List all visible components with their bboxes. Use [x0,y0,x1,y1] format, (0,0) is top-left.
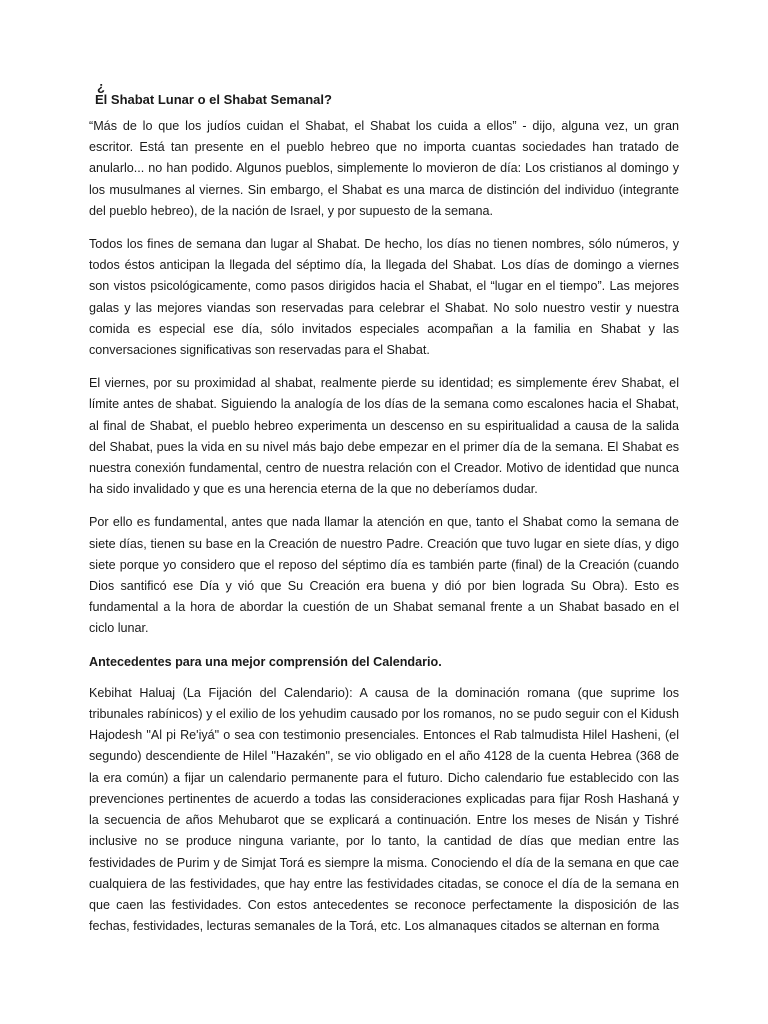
title-question-mark: ¿ [97,79,105,94]
title-block [89,80,679,110]
document-page [89,80,679,949]
paragraph-intro: “Más de lo que los judíos cuidan el Shabat, el Shabat los cuida a ellos” - dijo, alguna vez, un gran escritor. Está tan presente en el pueblo hebreo que no importa cuantas sociedades han tratado de anularlo... no han podido. Algunos pueblos, simplemente lo movieron de día: Los cristianos al domingo y los musulmanes al viernes. Sin embargo, el Shabat es una marca de distinción del individuo (integrante del pueblo hebreo), de la nación de Israel, y por supuesto de la semana. [89,119,679,218]
section-heading: Antecedentes para una mejor comprensión del Calendario. [89,654,442,669]
paragraph-weekend: Todos los fines de semana dan lugar al Shabat. De hecho, los días no tienen nombres, sólo números, y todos éstos anticipan la llegada del séptimo día, la llegada del Shabat. Los días de domingo a viernes son vistos psicológicamente, como pasos dirigidos hacia el Shabat, el “lugar en el tiempo”. Las mejores galas y las mejores viandas son reservadas para celebrar el Shabat. No solo nuestro vestir y nuestra comida es especial ese día, sólo invitados especiales acompañan a la familia en Shabat y las conversaciones significativas son reservadas para el Shabat. [89,237,679,358]
paragraph-friday: El viernes, por su proximidad al shabat, realmente pierde su identidad; es simplemente érev Shabat, el límite antes de shabat. Siguiendo la analogía de los días de la semana como escalones hacia el Shabat, al final de Shabat, el pueblo hebreo experimenta un descenso en su espiritualidad a causa de la salida del Shabat, pues la vida en su nivel más bajo debe empezar en el primer día de la semana. El Shabat es nuestra conexión fundamental, centro de nuestra relación con el Creador. Motivo de identidad que nunca ha sido invalidado y que es una herencia eterna de la que no deberíamos dudar. [89,376,679,497]
paragraph-creation: Por ello es fundamental, antes que nada llamar la atención en que, tanto el Shabat como la semana de siete días, tienen su base en la Creación de nuestro Padre. Creación que tuvo lugar en siete días, y digo siete porque yo considero que el reposo del séptimo día es también parte (final) de la Creación (cuando Dios santificó ese Día y vió que Su Creación era buena y dió por bien lograda Su Obra). Esto es fundamental a la hora de abordar la cuestión de un Shabat semanal frente a un Shabat basado en el ciclo lunar. [89,515,679,636]
page-title: El Shabat Lunar o el Shabat Semanal? [95,92,332,107]
paragraph-calendar: Kebihat Haluaj (La Fijación del Calendario): A causa de la dominación romana (que suprime los tribunales rabínicos) y el exilio de los yehudim causado por los romanos, no se pudo seguir con el Kidush Hajodesh "Al pi Re'iyá" o sea con testimonio presenciales. Entonces el Rab talmudista Hilel Hasheni, (el segundo) descendiente de Hilel "Hazakén", se vio obligado en el año 4128 de la cuenta Hebrea (368 de la era común) a fijar un calendario permanente para el futuro. Dicho calendario fue establecido con las prevenciones pertinentes de acuerdo a todas las consideraciones explicadas para fijar Rosh Hashaná y la secuencia de años Mehubarot que se explicará a continuación. Entre los meses de Nisán y Tishré inclusive no se produce ninguna variante, por lo tanto, la cantidad de días que median entre las festividades de Purim y de Simjat Torá es siempre la misma. Conociendo el día de la semana en que cae cualquiera de las festividades, que hay entre las festividades citadas, se conoce el día de la semana en que caen las festividades. Con estos antecedentes se reconoce perfectamente la disposición de las fechas, festividades, lecturas semanales de la Torá, etc. Los almanaques citados se alternan en forma [89,685,679,934]
